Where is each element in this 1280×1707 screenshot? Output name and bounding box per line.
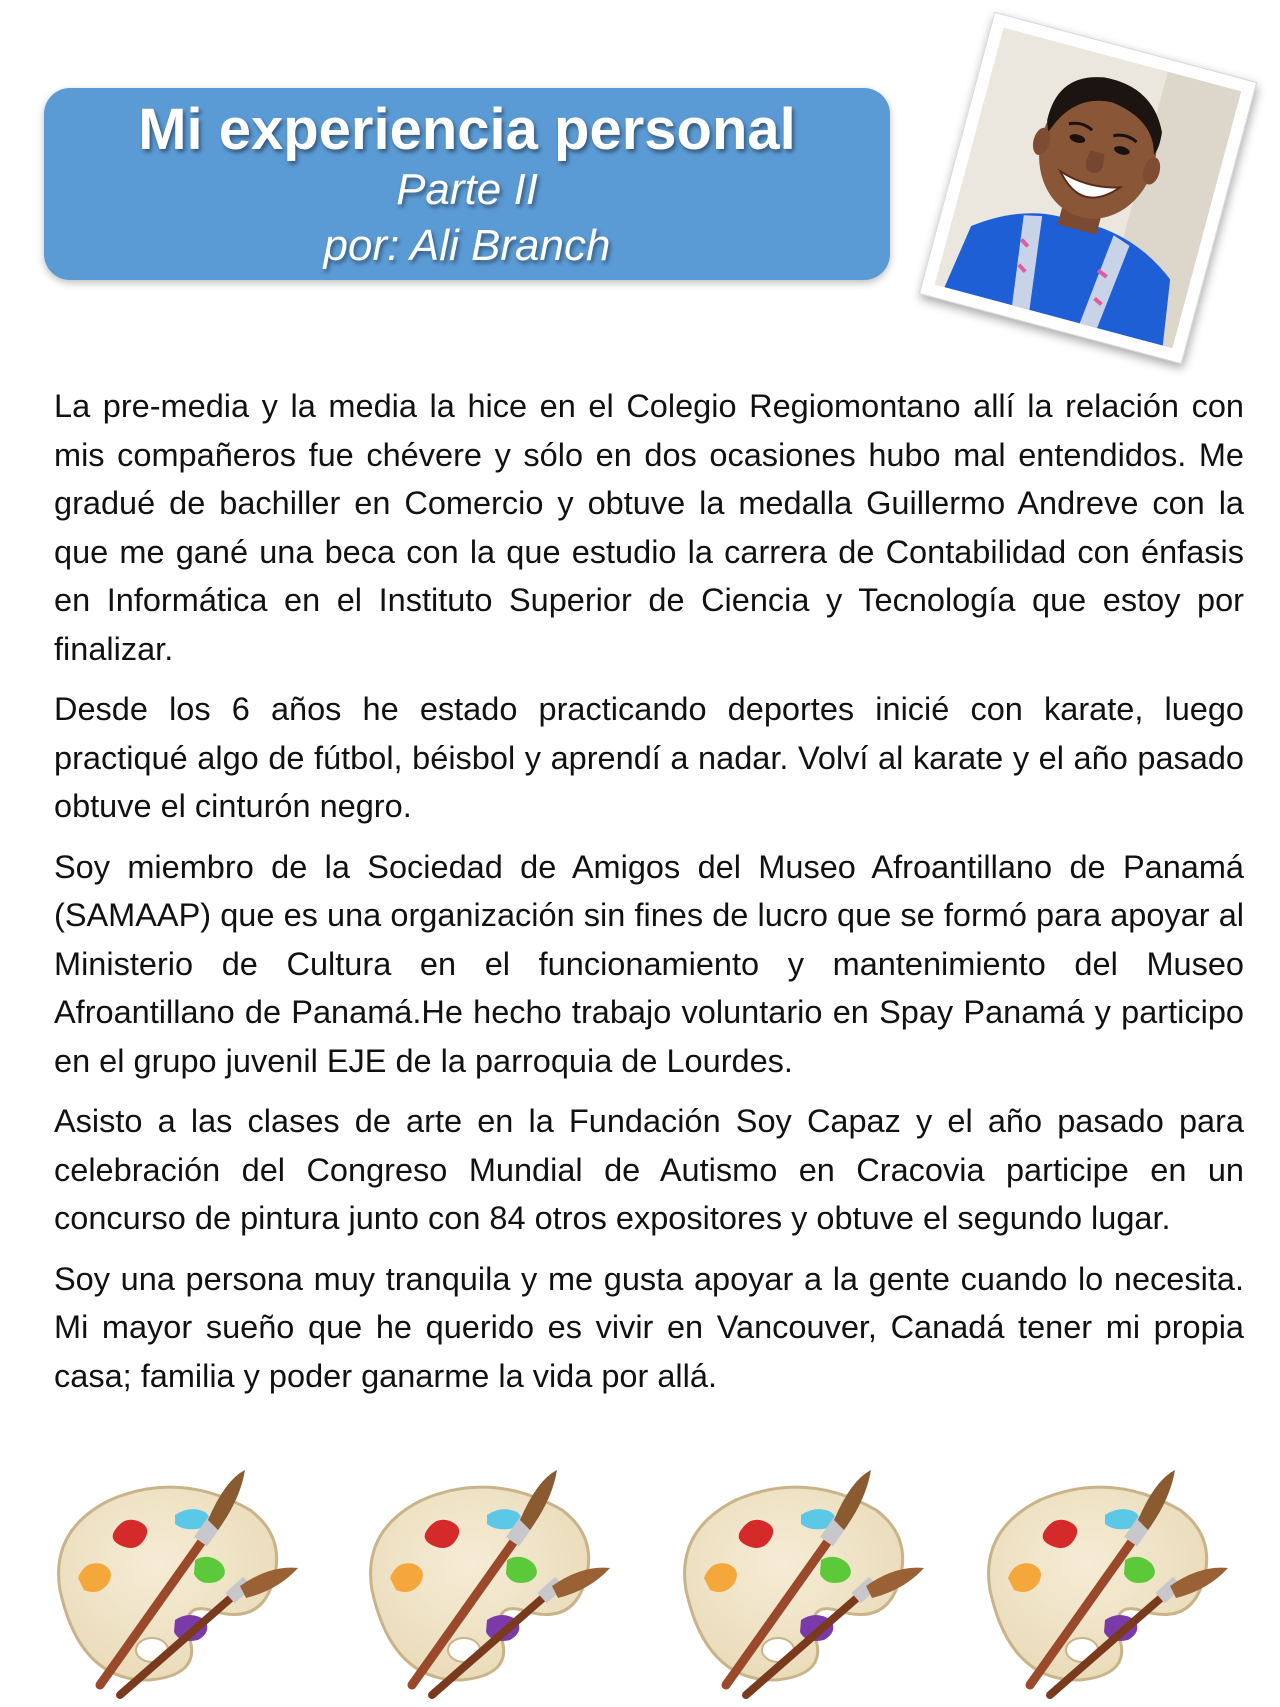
palette-decorations <box>40 1460 1250 1700</box>
paint-palette-icon <box>40 1460 310 1700</box>
article-paragraph: Soy miembro de la Sociedad de Amigos del Museo Afroantillano de Panamá (SAMAAP) que es una organización sin fines de lucro que se formó para apoyar al Ministerio de Cultura en el funcionamiento y mantenimiento del Museo Afroantillano de Panamá.He hecho trabajo voluntario en Spay Panamá y participo en el grupo juvenil EJE de la parroquia de Lourdes. <box>54 848 1244 1079</box>
article-paragraph: Asisto a las clases de arte en la Fundación Soy Capaz y el año pasado para celebración del Congreso Mundial de Autismo en Cracovia participe en un concurso de pintura junto con 84 otros expositores y obtuve el segundo lugar. <box>54 1103 1244 1236</box>
page-title: Mi experiencia personal <box>138 97 796 162</box>
paint-palette-icon <box>352 1460 622 1700</box>
title-banner <box>44 88 890 280</box>
portrait-photo-icon <box>935 28 1241 349</box>
author-byline: por: Ali Branch <box>323 221 611 270</box>
paint-palette-icon <box>666 1460 936 1700</box>
article-body <box>54 382 1244 1412</box>
page-subtitle: Parte II <box>396 165 538 214</box>
article-paragraph: Soy una persona muy tranquila y me gusta apoyar a la gente cuando lo necesita. Mi mayor sueño que he querido es vivir en Vancouver, Canadá tener mi propia casa; familia y poder ganarme la vida por allá. <box>54 1260 1244 1394</box>
portrait-photo <box>935 28 1241 349</box>
article-paragraph: Desde los 6 años he estado practicando deportes inicié con karate, luego practiqué algo de fútbol, béisbol y aprendí a nadar. Volví al karate y el año pasado obtuve el cinturón negro. <box>54 691 1244 824</box>
paint-palette-icon <box>970 1460 1240 1700</box>
article-paragraph: La pre-media y la media la hice en el Colegio Regiomontano allí la relación con mis compañeros fue chévere y sólo en dos ocasiones hubo mal entendidos. Me gradué de bachiller en Comercio y obtuve la medalla Guillermo Andreve con la que me gané una beca con la que estudio la carrera de Contabilidad con énfasis en Informática en el Instituto Superior de Ciencia y Tecnología que estoy por finalizar. <box>54 388 1244 667</box>
portrait-photo-frame <box>919 12 1257 364</box>
